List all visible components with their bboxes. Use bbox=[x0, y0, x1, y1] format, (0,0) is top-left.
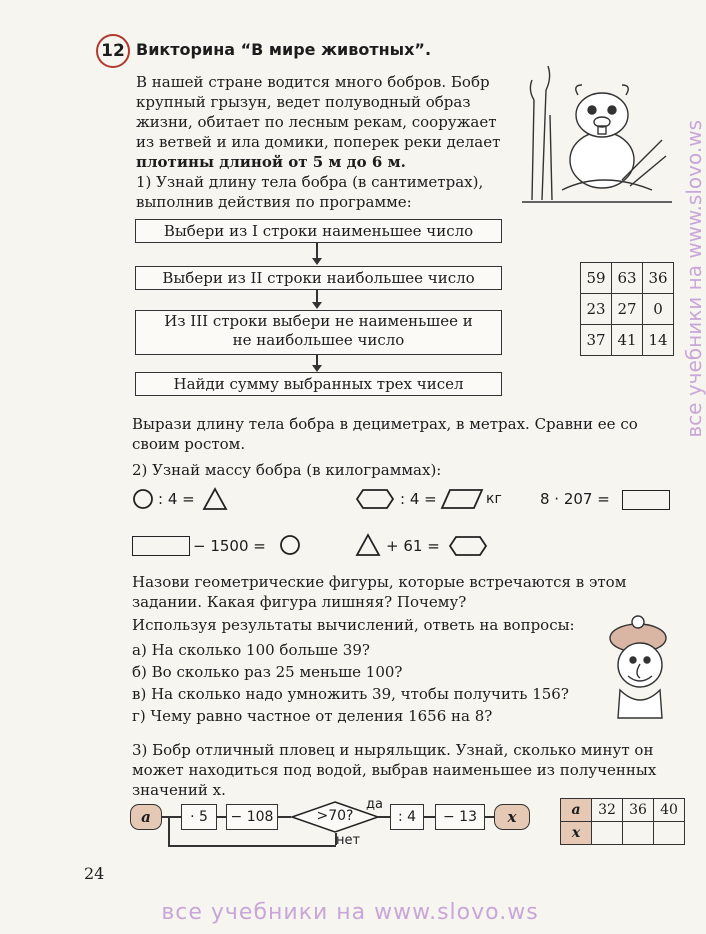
shapes-question-line: задании. Какая фигура лишняя? Почему? bbox=[132, 593, 467, 611]
express-line: своим ростом. bbox=[132, 435, 246, 453]
chain-op-minus13: − 13 bbox=[435, 804, 485, 830]
chain-arrow bbox=[423, 816, 435, 818]
beaver-illustration bbox=[522, 60, 672, 205]
chain-arrow bbox=[378, 816, 390, 818]
flow-step-3-line: Из III строки выбери не наименьшее и bbox=[164, 312, 473, 330]
flow-arrow-head bbox=[312, 258, 322, 265]
chain-arrow bbox=[161, 816, 181, 818]
part1-line: выполнив действия по программе: bbox=[136, 193, 412, 211]
flow-arrow-head bbox=[312, 365, 322, 372]
grid-cell: 63 bbox=[612, 263, 643, 294]
grid-cell: 0 bbox=[643, 294, 674, 325]
grid-cell: 59 bbox=[581, 263, 612, 294]
page-number: 24 bbox=[84, 864, 105, 883]
answer-label-a: a bbox=[561, 799, 592, 822]
chain-op-mult5: · 5 bbox=[181, 804, 217, 830]
flow-arrow-head bbox=[312, 302, 322, 309]
grid-row bbox=[581, 325, 674, 356]
part1-text bbox=[136, 172, 516, 212]
eq5-text: + 61 = bbox=[386, 537, 440, 555]
hexagon-shape-icon bbox=[448, 535, 488, 557]
part3-line: значений x. bbox=[132, 781, 226, 799]
grid-cell: 14 bbox=[643, 325, 674, 356]
flow-step-3 bbox=[135, 310, 502, 355]
grid-cell: 27 bbox=[612, 294, 643, 325]
circle-shape-icon bbox=[278, 533, 302, 557]
intro-line: В нашей стране водится много бобров. Бобр bbox=[136, 73, 490, 91]
chain-start-a: a bbox=[130, 804, 162, 830]
answer-label-x: x bbox=[561, 822, 592, 845]
use-results-text: Используя результаты вычислений, ответь на вопросы: bbox=[132, 616, 575, 634]
triangle-shape-icon bbox=[202, 487, 228, 511]
answer-row-a bbox=[561, 799, 685, 822]
parallelogram-shape-icon bbox=[440, 488, 484, 510]
part3-line: 3) Бобр отличный пловец и ныряльщик. Узнай, сколько минут он bbox=[132, 741, 654, 759]
part3-line: может находиться под водой, выбрав наименьшее из полученных bbox=[132, 761, 657, 779]
intro-line: из ветвей и ила домики, поперек реки делает bbox=[136, 133, 501, 151]
flow-step-4: Найди сумму выбранных трех чисел bbox=[135, 372, 502, 396]
chain-no-line bbox=[168, 845, 336, 847]
shapes-question bbox=[132, 572, 680, 612]
chain-arrow bbox=[277, 816, 291, 818]
question-item: а) На сколько 100 больше 39? bbox=[132, 641, 370, 659]
old-man-illustration bbox=[600, 610, 680, 720]
questions-list bbox=[132, 640, 569, 728]
eq1-text: : 4 = bbox=[158, 490, 195, 508]
chain-condition-text: >70? bbox=[316, 808, 354, 824]
flow-arrow bbox=[316, 289, 318, 302]
triangle-shape-icon bbox=[355, 533, 381, 557]
grid-cell: 23 bbox=[581, 294, 612, 325]
task-number-badge: 12 bbox=[96, 34, 130, 68]
intro-line: жизни, обитает по лесным рекам, сооружает bbox=[136, 113, 497, 131]
eq4-text: − 1500 = bbox=[193, 537, 266, 555]
answer-a-value: 32 bbox=[592, 799, 623, 822]
chain-end-x: x bbox=[494, 804, 530, 830]
flow-arrow bbox=[316, 355, 318, 365]
question-item: в) На сколько надо умножить 39, чтобы получить 156? bbox=[132, 685, 569, 703]
eq2-text: : 4 = bbox=[400, 490, 437, 508]
rectangle-answer-box bbox=[622, 490, 670, 510]
chain-op-minus108: − 108 bbox=[226, 804, 278, 830]
flow-step-1: Выбери из I строки наименьшее число bbox=[135, 219, 502, 243]
intro-line: крупный грызун, ведет полуводный образ bbox=[136, 93, 471, 111]
question-item: г) Чему равно частное от деления 1656 на 8? bbox=[132, 707, 493, 725]
eq3-text: 8 · 207 = bbox=[540, 490, 610, 508]
answer-x-cell bbox=[592, 822, 623, 845]
flow-step-2: Выбери из II строки наибольшее число bbox=[135, 266, 502, 290]
flow-arrow bbox=[316, 242, 318, 258]
watermark-side: все учебники на www.slovo.ws bbox=[682, 120, 706, 438]
grid-row bbox=[581, 294, 674, 325]
answer-table bbox=[560, 798, 685, 845]
watermark-bottom: все учебники на www.slovo.ws bbox=[161, 900, 539, 925]
answer-x-cell bbox=[654, 822, 685, 845]
chain-arrow bbox=[484, 816, 494, 818]
chain-no-line bbox=[168, 816, 170, 846]
hexagon-shape-icon bbox=[355, 488, 395, 510]
eq2-unit: кг bbox=[486, 491, 502, 507]
express-text bbox=[132, 414, 672, 454]
answer-a-value: 36 bbox=[623, 799, 654, 822]
task-title: Викторина “В мире животных”. bbox=[136, 40, 432, 59]
chain-op-div4: : 4 bbox=[390, 804, 424, 830]
intro-line: плотины длиной от 5 м до 6 м. bbox=[136, 153, 406, 171]
grid-row bbox=[581, 263, 674, 294]
chain-yes-label: да bbox=[366, 797, 383, 812]
part3-text bbox=[132, 740, 672, 800]
question-item: б) Во сколько раз 25 меньше 100? bbox=[132, 663, 403, 681]
grid-cell: 37 bbox=[581, 325, 612, 356]
circle-shape-icon bbox=[132, 488, 154, 510]
answer-row-x bbox=[561, 822, 685, 845]
answer-a-value: 40 bbox=[654, 799, 685, 822]
chain-no-label: нет bbox=[336, 833, 361, 848]
shapes-question-line: Назови геометрические фигуры, которые встречаются в этом bbox=[132, 573, 627, 591]
part2-title: 2) Узнай массу бобра (в килограммах): bbox=[132, 461, 442, 479]
part1-line: 1) Узнай длину тела бобра (в сантиметрах), bbox=[136, 173, 484, 191]
answer-x-cell bbox=[623, 822, 654, 845]
grid-cell: 41 bbox=[612, 325, 643, 356]
number-grid bbox=[580, 262, 674, 356]
express-line: Вырази длину тела бобра в дециметрах, в метрах. Сравни ее со bbox=[132, 415, 638, 433]
rectangle-shape-icon bbox=[132, 536, 190, 556]
flow-step-3-line: не наибольшее число bbox=[232, 331, 405, 349]
chain-arrow bbox=[216, 816, 226, 818]
grid-cell: 36 bbox=[643, 263, 674, 294]
intro-paragraph bbox=[136, 72, 516, 172]
